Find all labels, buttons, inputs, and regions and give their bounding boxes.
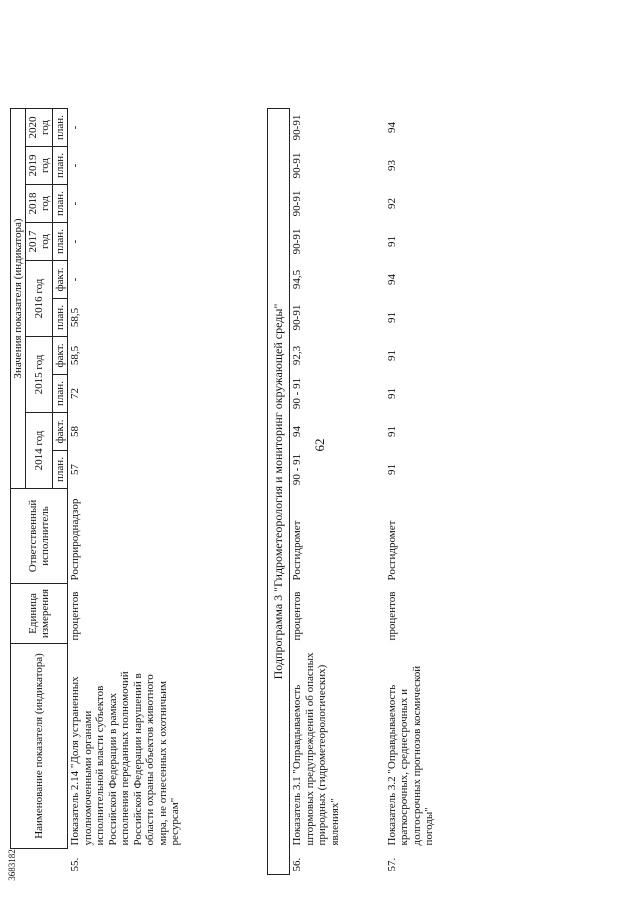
fact-2014: факт.	[53, 413, 68, 451]
value-cell: -	[69, 201, 81, 206]
value-cell: 94,5	[291, 269, 303, 290]
executor: Росгидромет	[385, 520, 398, 581]
name-header: Наименование показателя (индикатора)	[11, 644, 68, 849]
value-cell: 90 - 91	[291, 453, 303, 486]
value-cell: 94	[291, 426, 303, 437]
value-cell: 58,5	[69, 307, 81, 328]
value-cell: 90-91	[291, 304, 303, 331]
plan-2016: план.	[53, 299, 68, 337]
value-cell: 91	[385, 464, 398, 475]
document-id: 3683182	[6, 849, 17, 881]
row-number: 57.	[385, 857, 398, 872]
year-2016: 2016 год	[26, 261, 53, 337]
executor: Росгидромет	[291, 520, 303, 581]
year-2020: 2020 год	[26, 109, 53, 147]
indicator-name: Показатель 3.2 "Оправдываемость краткосрочных, среднесрочных и долгосрочных прогнозов космической погоды"	[385, 665, 435, 846]
page-number: 62	[312, 438, 327, 452]
unit: процентов	[385, 591, 398, 641]
row-number: 56.	[291, 857, 303, 872]
value-cell: 90-91	[291, 152, 303, 179]
fact-2016: факт.	[53, 261, 68, 299]
plan-2015: план.	[53, 375, 68, 413]
value-cell: 57	[69, 464, 81, 475]
value-cell: 92	[385, 198, 398, 209]
plan-2018: план.	[53, 185, 68, 223]
year-2018: 2018 год	[26, 185, 53, 223]
indicator-table	[10, 108, 470, 875]
table-row	[290, 109, 385, 875]
value-cell: 90-91	[291, 190, 303, 217]
year-2014: 2014 год	[26, 413, 53, 489]
value-cell: 72	[69, 388, 81, 399]
plan-2019: план.	[53, 147, 68, 185]
value-cell: 91	[385, 350, 398, 361]
value-cell: 91	[385, 388, 398, 399]
value-cell: -	[69, 239, 81, 244]
table-row	[385, 109, 470, 875]
value-cell: 90-91	[291, 228, 303, 255]
year-2015: 2015 год	[26, 337, 53, 413]
value-cell: 58,5	[69, 345, 81, 366]
indicator-name: Показатель 3.1 "Оправдываемость штормовых предупреждений об опасных природных (гидрометеорологических) явлениях"	[291, 652, 341, 846]
plan-2017: план.	[53, 223, 68, 261]
value-cell: 94	[385, 274, 398, 285]
table-row	[68, 109, 268, 875]
value-cell: -	[69, 163, 81, 168]
unit-header: Единица измерения	[11, 584, 68, 644]
fact-2015: факт.	[53, 337, 68, 375]
indicator-name: Показатель 2.14 "Доля устраненных уполномоченными органами исполнительной власти субъектов Российской Федерации в рамках исполнения переданных полномочий Российской Федерации нарушений в области охраны объектов животного мира, не отнесенных к охотничьим ресурсам"	[69, 671, 181, 846]
value-cell: 93	[385, 160, 398, 171]
exec-header: Ответственный исполнитель	[11, 489, 68, 584]
value-cell: 94	[385, 122, 398, 133]
rotated-table-area	[10, 55, 630, 875]
year-2019: 2019 год	[26, 147, 53, 185]
unit: процентов	[291, 591, 303, 641]
plan-2014: план.	[53, 451, 68, 489]
value-cell: -	[69, 277, 81, 282]
values-header: Значения показателя (индикатора)	[11, 109, 26, 489]
executor: Росприроднадзор	[69, 498, 81, 581]
value-cell: 92,3	[291, 345, 303, 366]
year-2017: 2017 год	[26, 223, 53, 261]
row-number: 55.	[68, 857, 81, 872]
value-cell: 58	[69, 426, 81, 437]
value-cell: -	[69, 125, 81, 130]
unit: процентов	[69, 591, 81, 641]
value-cell: 91	[385, 236, 398, 247]
value-cell: 90-91	[291, 114, 303, 141]
value-cell: 91	[385, 312, 398, 323]
plan-2020: план.	[53, 109, 68, 147]
value-cell: 90 - 91	[291, 377, 303, 410]
num-header	[11, 849, 68, 875]
subprogram-title: Подпрограмма 3 "Гидрометеорология и мониторинг окружающей среды"	[268, 109, 290, 875]
value-cell: 91	[385, 426, 398, 437]
